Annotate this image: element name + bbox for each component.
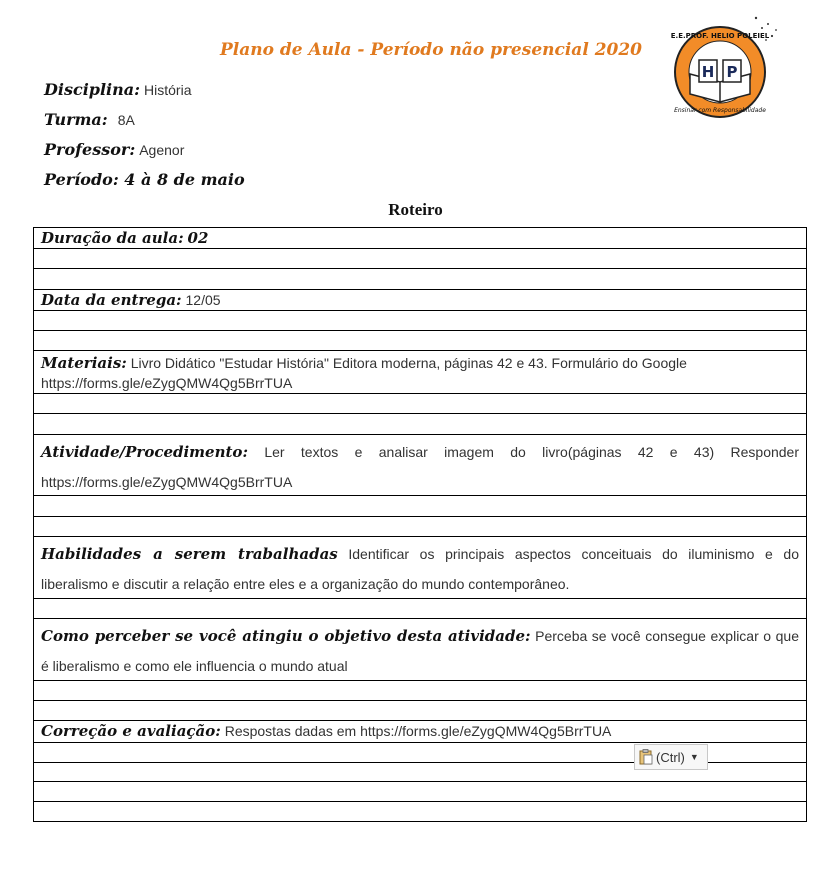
como-perceber-label: Como perceber se você atingiu o objetivo desta atividade: xyxy=(41,627,531,645)
turma-line xyxy=(44,110,135,129)
atividade-label: Atividade/Procedimento: xyxy=(41,443,248,461)
como-perceber-row xyxy=(33,619,807,681)
turma-label: Turma: xyxy=(44,110,108,129)
habilidades-row xyxy=(33,537,807,599)
roteiro-table xyxy=(33,227,807,822)
empty-row xyxy=(33,269,807,290)
duracao-value: 02 xyxy=(187,229,209,247)
materiais-value: Livro Didático "Estudar História" Editora moderna, páginas 42 e 43. Formulário do Google xyxy=(130,355,687,371)
empty-row xyxy=(33,782,807,802)
disciplina-value: História xyxy=(144,82,192,98)
materiais-link[interactable]: https://forms.gle/eZygQMW4Qg5BrrTUA xyxy=(41,375,293,391)
paste-options-button[interactable] xyxy=(634,744,708,770)
logo-letter-h: H xyxy=(701,63,715,81)
habilidades-value: Identificar os principais aspectos conceituais do iluminismo e do xyxy=(348,546,800,562)
empty-row xyxy=(33,414,807,435)
duracao-label: Duração da aula: xyxy=(41,229,184,247)
entrega-label: Data da entrega: xyxy=(41,291,182,309)
entrega-value: 12/05 xyxy=(185,292,221,308)
materiais-row xyxy=(33,351,807,394)
atividade-link[interactable]: https://forms.gle/eZygQMW4Qg5BrrTUA xyxy=(41,474,293,490)
empty-row xyxy=(33,331,807,351)
professor-line xyxy=(44,140,184,159)
plan-title: Plano de Aula - Período não presencial 2020 xyxy=(220,40,643,60)
disciplina-line xyxy=(44,80,192,99)
empty-row xyxy=(33,394,807,414)
professor-value: Agenor xyxy=(139,142,185,158)
logo-letter-p: P xyxy=(726,63,738,81)
turma-value: 8A xyxy=(117,112,135,128)
empty-row xyxy=(33,802,807,822)
professor-label: Professor: xyxy=(44,140,136,159)
school-logo xyxy=(668,14,786,119)
materiais-label: Materiais: xyxy=(41,354,127,372)
correcao-label: Correção e avaliação: xyxy=(41,722,221,740)
paste-options-label: (Ctrl) xyxy=(656,749,685,765)
periodo-line xyxy=(44,170,245,189)
como-perceber-value: Perceba se você consegue explicar o que xyxy=(535,628,799,644)
logo-bottom-text: Ensinar com Responsabilidade xyxy=(674,107,766,114)
como-perceber-value-cont: é liberalismo e como ele influencia o mundo atual xyxy=(41,658,348,674)
empty-row xyxy=(33,249,807,269)
logo-arc-text: E.E.PROF. HELIO POLEIEL xyxy=(670,32,770,40)
habilidades-label: Habilidades a serem trabalhadas xyxy=(41,545,338,563)
periodo-label: Período: 4 à 8 de maio xyxy=(44,170,245,189)
empty-row xyxy=(33,681,807,701)
atividade-value: Ler textos e analisar imagem do livro(páginas 42 e 43) Responder xyxy=(264,444,800,460)
empty-row xyxy=(33,599,807,619)
correcao-row xyxy=(33,721,807,743)
empty-row xyxy=(33,311,807,331)
entrega-row xyxy=(33,290,807,311)
atividade-row xyxy=(33,435,807,496)
empty-row xyxy=(33,701,807,721)
empty-row xyxy=(33,517,807,537)
clipboard-icon xyxy=(639,749,653,765)
disciplina-label: Disciplina: xyxy=(44,80,141,99)
empty-row xyxy=(33,496,807,517)
chevron-down-icon: ▼ xyxy=(689,752,699,762)
duracao-row xyxy=(33,228,807,249)
correcao-value: Respostas dadas em https://forms.gle/eZygQMW4Qg5BrrTUA xyxy=(224,723,612,739)
roteiro-heading: Roteiro xyxy=(388,200,443,219)
habilidades-value-cont: liberalismo e discutir a relação entre eles e a organização do mundo contemporâneo. xyxy=(41,576,570,592)
